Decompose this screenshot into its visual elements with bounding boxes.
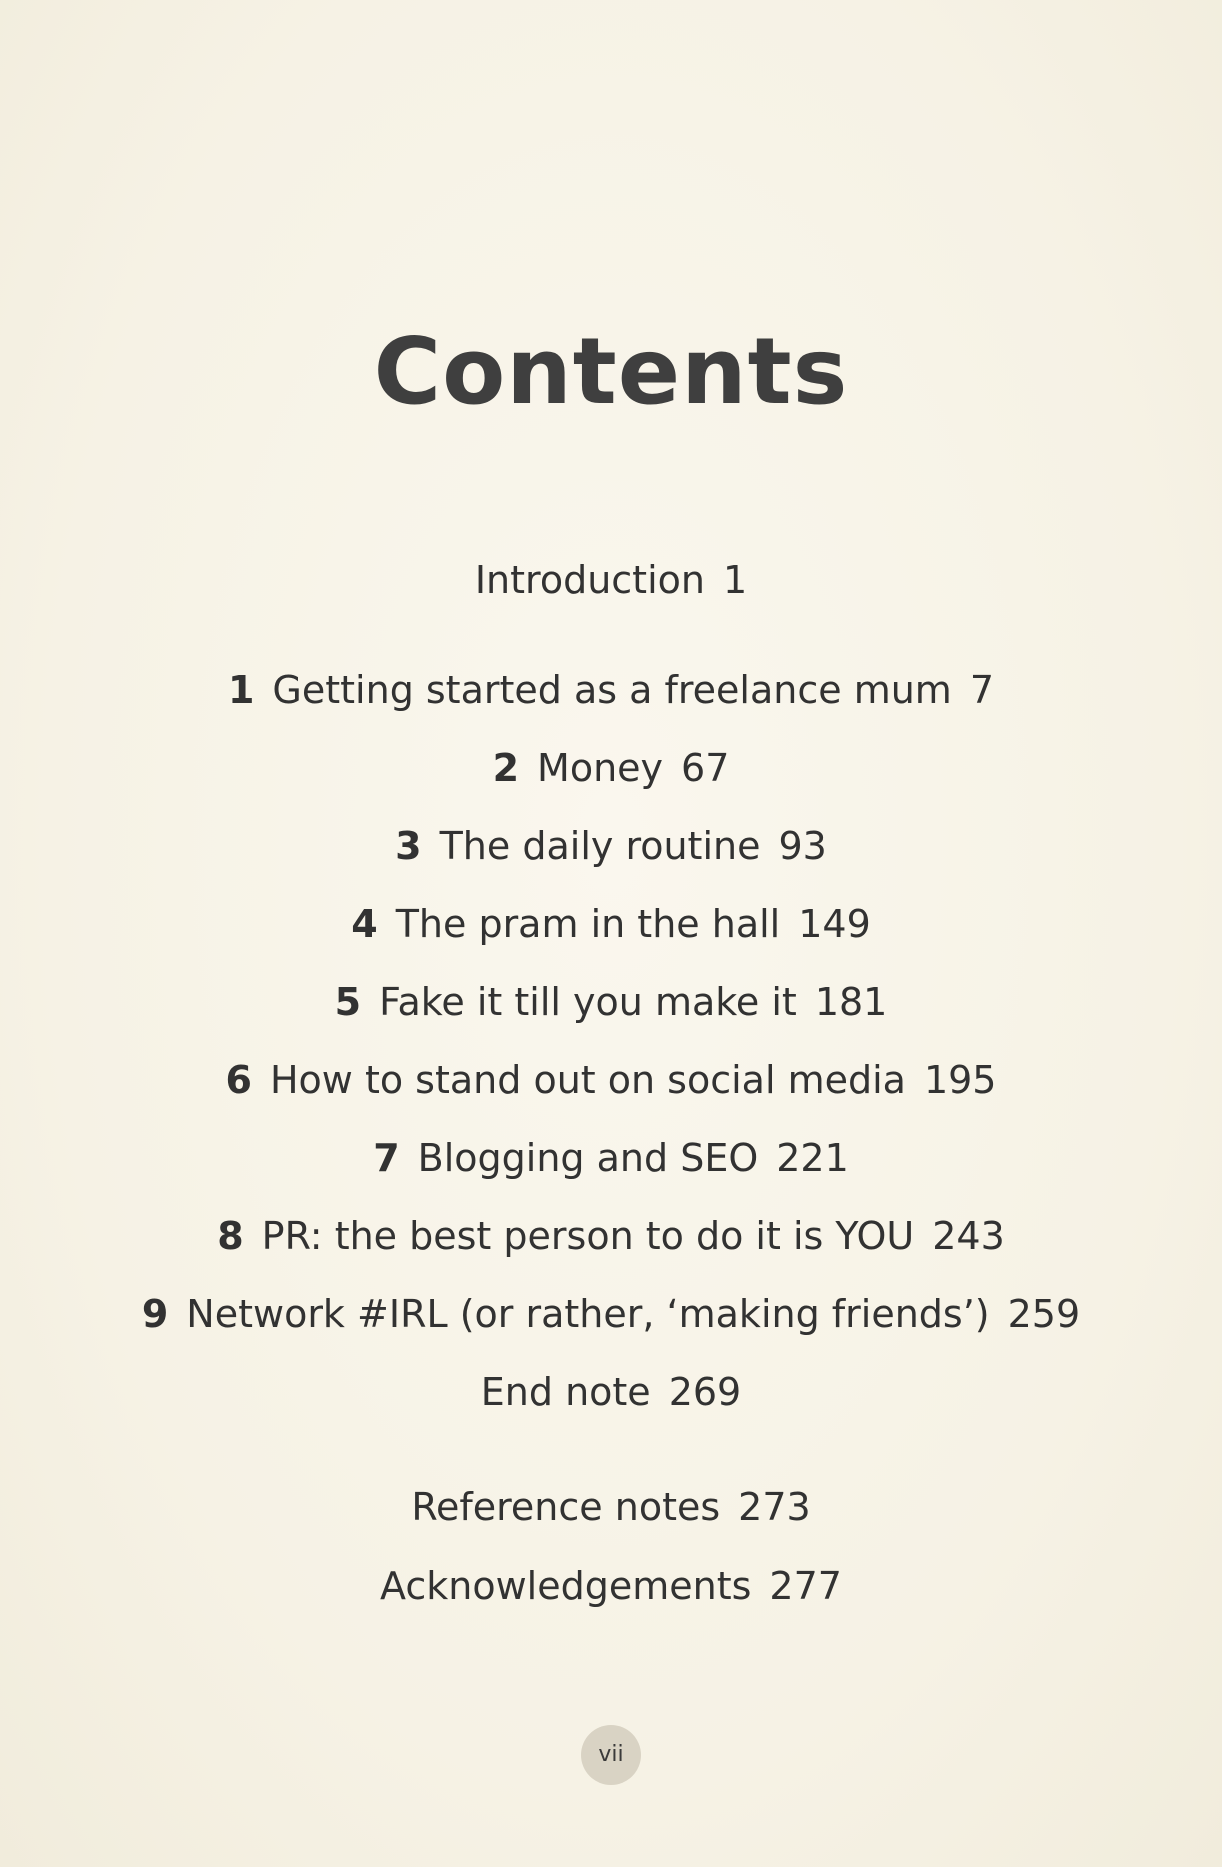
- toc-entry-acknowledgements: [0, 1563, 1222, 1609]
- toc-entry-chapter-5: [0, 979, 1222, 1025]
- page-folio: vii: [581, 1725, 641, 1785]
- chapter-number: 9: [141, 1292, 169, 1336]
- toc-label: Money: [537, 746, 664, 790]
- toc-label: Fake it till you make it: [379, 980, 797, 1024]
- toc-page-number: 277: [769, 1564, 842, 1608]
- toc-page-number: 149: [798, 902, 871, 946]
- page-title: Contents: [373, 318, 849, 425]
- toc-label: End note: [480, 1370, 651, 1414]
- toc-entry-end-note: [0, 1369, 1222, 1415]
- toc-page-number: 181: [814, 980, 888, 1024]
- toc-entry-chapter-8: [0, 1213, 1222, 1259]
- toc-page-number: 221: [776, 1136, 849, 1180]
- toc-page-number: 67: [681, 746, 730, 790]
- toc-label: Reference notes: [411, 1485, 721, 1529]
- toc-label: Blogging and SEO: [417, 1136, 759, 1180]
- toc-label: Network #IRL (or rather, ‘making friends’): [186, 1292, 990, 1336]
- toc-entry-chapter-7: [0, 1135, 1222, 1181]
- chapter-number: 1: [227, 668, 255, 712]
- toc-page-number: 259: [1007, 1292, 1081, 1336]
- toc-page-number: 243: [932, 1214, 1005, 1258]
- toc-page-number: 93: [778, 824, 827, 868]
- chapter-number: 7: [373, 1136, 400, 1180]
- toc-entry-chapter-6: [0, 1057, 1222, 1103]
- toc-entry-chapter-1: [0, 667, 1222, 713]
- chapter-number: 3: [395, 824, 422, 868]
- toc-page-number: 7: [969, 668, 995, 712]
- toc-entry-introduction: [0, 557, 1222, 603]
- chapter-number: 2: [492, 746, 520, 790]
- toc-entry-chapter-2: [0, 745, 1222, 791]
- chapter-number: 8: [217, 1214, 244, 1258]
- toc-page-number: 273: [738, 1485, 811, 1529]
- toc-label: The daily routine: [439, 824, 761, 868]
- toc-page-number: 1: [722, 558, 748, 602]
- toc-page-number: 269: [668, 1370, 742, 1414]
- chapter-number: 6: [225, 1058, 252, 1102]
- toc-label: Getting started as a freelance mum: [272, 668, 952, 712]
- toc-page-number: 195: [923, 1058, 997, 1102]
- toc-entry-chapter-9: [0, 1291, 1222, 1337]
- chapter-number: 5: [334, 980, 362, 1024]
- toc-entry-chapter-3: [0, 823, 1222, 869]
- toc-label: How to stand out on social media: [269, 1058, 906, 1102]
- toc-label: Acknowledgements: [380, 1564, 752, 1608]
- toc-label: Introduction: [474, 558, 705, 602]
- chapter-number: 4: [351, 902, 378, 946]
- toc-label: PR: the best person to do it is YOU: [261, 1214, 915, 1258]
- toc-entry-reference-notes: [0, 1484, 1222, 1530]
- toc-label: The pram in the hall: [395, 902, 781, 946]
- toc-entry-chapter-4: [0, 901, 1222, 947]
